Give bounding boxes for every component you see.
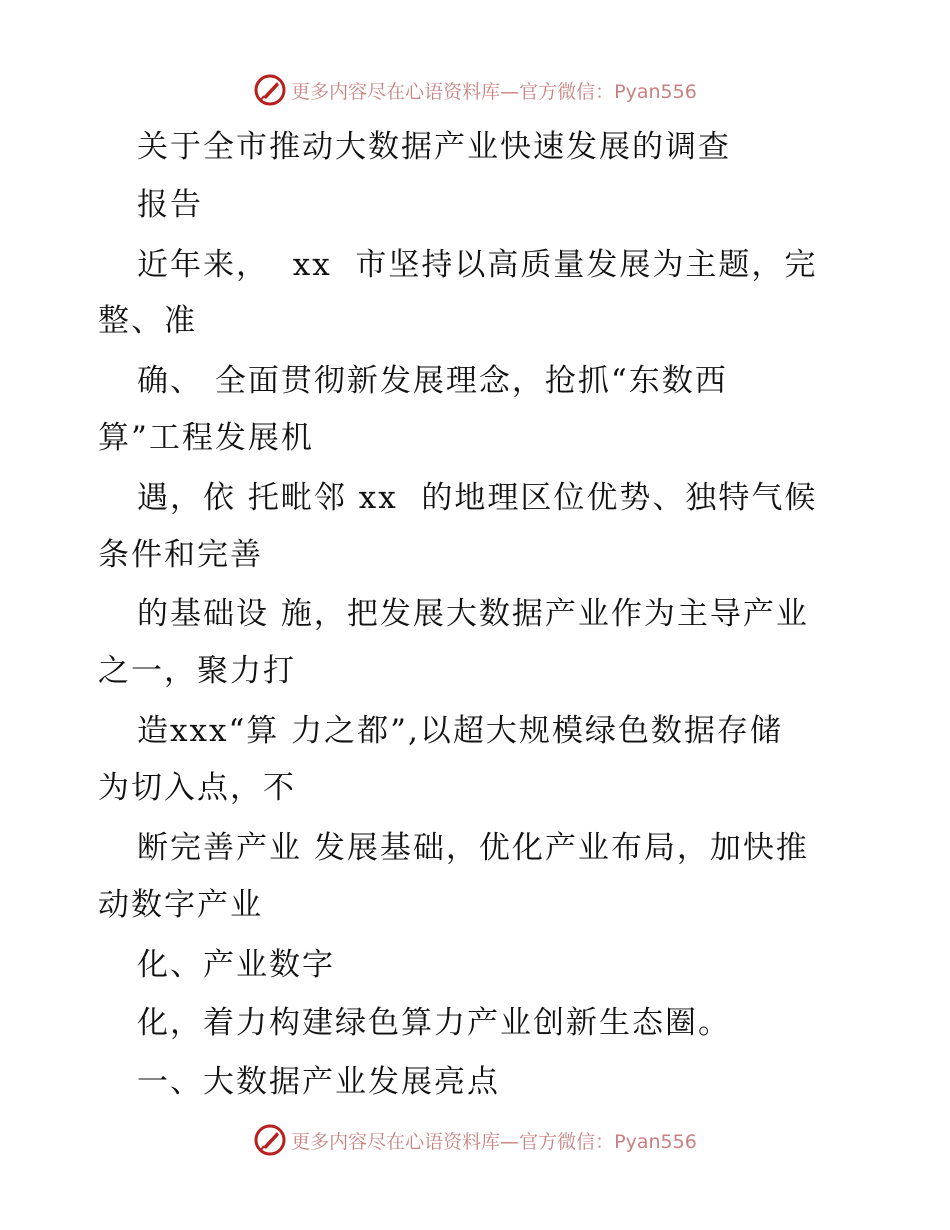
paragraph-line: 动数字产业: [98, 887, 263, 923]
watermark-text: 更多内容尽在心语资料库—官方微信：Pyan556: [291, 1130, 697, 1153]
header-watermark: [0, 70, 950, 110]
paragraph-line: 之一，聚力打: [98, 653, 296, 689]
footer-watermark: [0, 1120, 950, 1160]
paragraph-line: 遇，依 托毗邻 xx 的地理区位优势、独特气候: [137, 480, 818, 516]
paragraph-line: 化，着力构建绿色算力产业创新生态圈。: [137, 1005, 731, 1041]
document-title-line-1: 关于全市推动大数据产业快速发展的调查: [137, 129, 731, 165]
paragraph-line: 确、 全面贯彻新发展理念，抢抓“东数西: [137, 363, 728, 399]
paragraph-line: 为切入点，不: [98, 770, 296, 806]
paragraph-line: 条件和完善: [98, 537, 263, 573]
paragraph-line: 的基础设 施，把发展大数据产业作为主导产业: [137, 596, 809, 632]
paragraph-line: 近年来， xx 市坚持以高质量发展为主题，完: [137, 247, 818, 283]
paragraph-line: 整、准: [98, 303, 197, 339]
quill-logo-icon: [253, 1123, 287, 1157]
watermark-text: 更多内容尽在心语资料库—官方微信：Pyan556: [291, 80, 697, 103]
paragraph-line: 算”工程发展机: [98, 420, 314, 456]
quill-logo-icon: [253, 73, 287, 107]
paragraph-line: 断完善产业 发展基础，优化产业布局，加快推: [137, 830, 809, 866]
document-title-line-2: 报告: [137, 187, 203, 223]
paragraph-line: 造xxx“算 力之都”,以超大规模绿色数据存储: [137, 713, 783, 749]
paragraph-line: 化、产业数字: [137, 947, 335, 983]
section-heading: 一、大数据产业发展亮点: [137, 1064, 500, 1100]
